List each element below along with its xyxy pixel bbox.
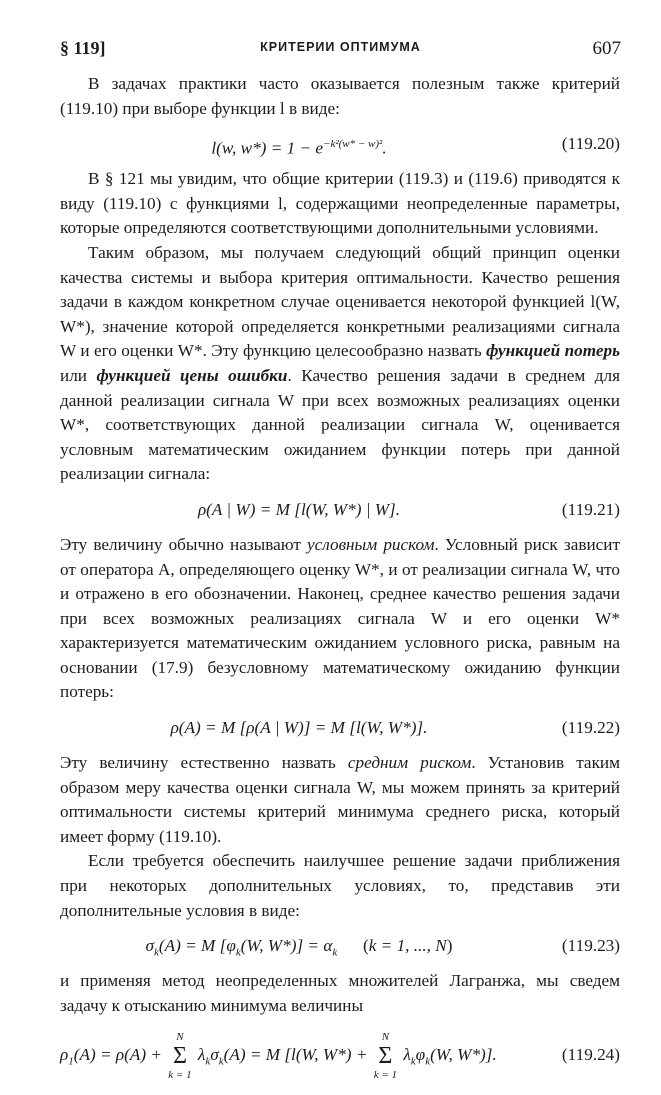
equation-119-21 [60,491,620,529]
paragraph-4-text-a: Эту величину обычно называют [60,534,308,554]
equation-number: (119.22) [561,718,620,738]
paragraph-3-text-b: . Качество решения задачи в среднем для данной реализации сигнала W при всех возможных реализациях оценки W*, соответствующих данной реализации сигнала W, оценивается условным математическим ожиданием функции потерь при данной реализации сигнала: [60,365,620,484]
equation-number: (119.21) [561,499,620,519]
page-header [60,38,621,64]
section-ref: § 119] [60,38,106,58]
equation-formula: ρ(A) = M [ρ(A | W)] = M [l(W, W*)]. [170,718,428,738]
term-conditional-risk: условным риском [307,534,435,554]
paragraph-3 [60,241,620,487]
equation-formula: $\sigma_k(A) = M$ [$\varphi_k(W$, $W*)] = \alpha_k$ (k = 1, ..., N) [145,936,453,959]
equation-formula: ρ(A | W) = M [l(W, W*) | W]. [197,499,401,519]
term-average-risk: средним риском [347,753,472,773]
equation-formula: $\rho_1(A) = \rho(A)$ + N Σ k = 1 $\lambda_k\sigma_k(A) = M$ [l(W, W*) + N Σ k = 1 $\lambda_k\varphi_k(W$, W*)]. [60,1031,497,1082]
term-error-cost-function: функцией цены ошибки [96,365,288,385]
equation-number: (119.23) [561,936,620,956]
paragraph-5 [60,751,620,849]
paragraph-1: В задачах практики часто оказывается полезным также критерий (119.10) при выборе функции l в виде: [60,74,620,118]
equation-119-20 [60,125,620,163]
page-body [60,72,620,1092]
paragraph-3-or: или [60,365,97,385]
running-title: КРИТЕРИИ ОПТИМУМА [260,40,421,54]
equation-119-23 [60,927,620,965]
paragraph-2: В § 121 мы увидим, что общие критерии (119.3) и (119.6) приводятся к виду (119.10) с функциями l, содержащими неопределенные параметры, которые определяются соответствующими дополнительными условиями. [60,169,620,238]
summation-sign: N Σ k = 1 [373,1031,398,1082]
equation-119-24 [60,1022,620,1088]
paragraph-5-text-a: Эту величину естественно назвать [60,753,348,773]
paragraph-7: и применяя метод неопределенных множителей Лагранжа, мы сведем задачу к отысканию минимума величины [60,971,620,1015]
paragraph-4 [60,533,620,705]
summation-sign: N Σ k = 1 [168,1031,192,1082]
paragraph-4-text-b: . Условный риск зависит от оператора A, определяющего оценку W*, и от реализации сигнала W, что и отражено в его обозначении. Наконец, среднее качество решения задачи при всех возможных реализациях сигнала W и его оценки W* характеризуется математическим ожиданием условного риска, равным на основании (17.9) безусловному математическому ожиданию функции потерь: [60,534,620,702]
term-loss-function: функцией потерь [486,341,620,361]
paragraph-6: Если требуется обеспечить наилучшее решение задачи приближения при некоторых дополнительных условиях, то, представив эти дополнительные условия в виде: [60,851,620,920]
paragraph-3-text-a: Таким образом, мы получаем следующий общий принцип оценки качества системы и выбора критерия оптимальности. Качество решения задачи в каждом конкретном случае оценивается некоторой функцией l(W, W*), значение которой определяется конкретными реализациями сигнала W и его оценки W*. Эту функцию целесообразно назвать [60,242,620,361]
paragraph-5-text-b: . Установив таким образом меру качества оценки сигнала W, мы можем принять за критерий оптимальности системы критерий минимума среднего риска, который имеет форму (119.10). [60,753,620,846]
page-number: 607 [592,38,621,59]
equation-formula: l(w, $w*) = 1 - e^{-k^2(w* - w)^2}$. [211,138,387,158]
equation-119-22 [60,709,620,747]
equation-number: (119.20) [561,134,620,154]
equation-number: (119.24) [561,1045,620,1065]
